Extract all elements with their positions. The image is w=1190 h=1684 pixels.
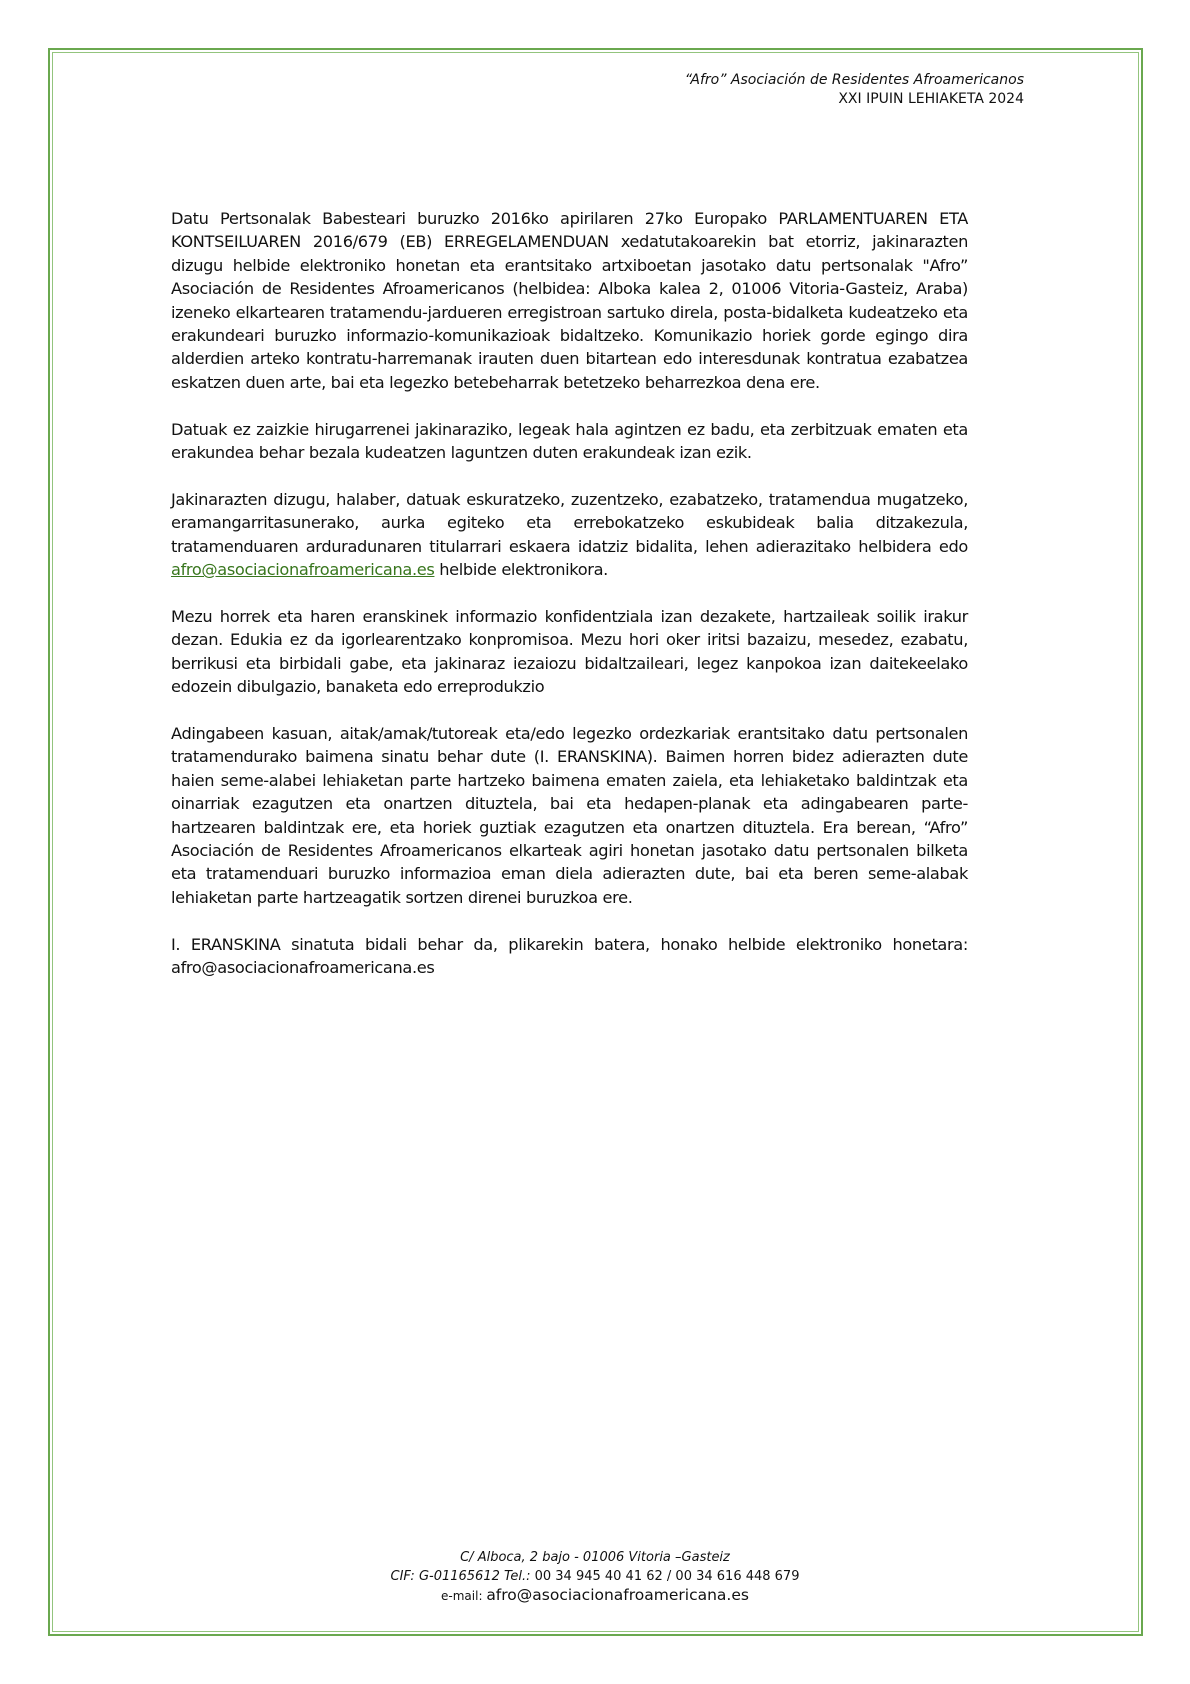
header-organization: “Afro” Asociación de Residentes Afroamericanos [684,72,1024,88]
footer-address: C/ Alboca, 2 bajo - 01006 Vitoria –Gasteiz [460,1550,730,1565]
footer-email [0,1586,1190,1606]
paragraph-data-protection: Datu Pertsonalak Babesteari buruzko 2016ko apirilaren 27ko Europako PARLAMENTUAREN ETA KONTSEILUAREN 2016/679 (EB) ERREGELAMENDUAN xedatutakoarekin bat etorriz, jakinarazten dizugu helbide elektroniko honetan eta erantsitako artxiboetan jasotako datu pertsonalak "Afro” Asociación de Residentes Afroamericanos (helbidea: Alboka kalea 2, 01006 Vitoria-Gasteiz, Araba) izeneko elkartearen tratamendu-jardueren erregistroan sartuko direla, posta-bidalketa kudeatzeko eta erakundeari buruzko informazio-komunikazioak bidaltzeko. Komunikazio horiek gorde egingo dira alderdien arteko kontratu-harremanak irauten duen bitartean edo interesdunak kontratua ezabatzea eskatzen duen arte, bai eta legezko betebeharrak betetzeko beharrezkoa dena ere. [171,209,968,392]
rights-text-end: helbide elektronikora. [434,560,608,580]
document-body [171,207,968,1003]
footer-contact [0,1567,1190,1586]
paragraph-third-parties: Datuak ez zaizkie hirugarrenei jakinaraziko, legeak hala agintzen ez badu, eta zerbitzuak ematen eta erakundea behar bezala kudeatzen laguntzen duten erakundeak izan ezik. [171,419,968,463]
footer-email-label: e-mail: [441,1589,487,1603]
page-header [685,71,1024,109]
paragraph-rights [171,488,968,582]
email-link[interactable]: afro@asociacionafroamericana.es [171,560,435,580]
footer-email-value: afro@asociacionafroamericana.es [486,1586,749,1604]
page-footer [0,1548,1190,1606]
paragraph-confidentiality: Mezu horrek eta haren eranskinek informazio konfidentziala izan dezakete, hartzaileak soilik irakur dezan. Edukia ez da igorlearentzako konpromisoa. Mezu hori oker iritsi bazaizu, mesedez, ezabatu, berrikusi eta birbidali gabe, eta jakinaraz iezaiozu bidaltzaileari, legez kanpokoa izan daitekeelako edozein dibulgazio, banaketa edo erreprodukzio [171,606,968,697]
paragraph-annex: I. ERANSKINA sinatuta bidali behar da, plikarekin batera, honako helbide elektroniko honetara: afro@asociacionafroamericana.es [171,934,968,977]
footer-phones: 00 34 945 40 41 62 / 00 34 616 448 679 [534,1569,800,1584]
header-event: XXI IPUIN LEHIAKETA 2024 [838,91,1024,107]
footer-cif: CIF: G-01165612 Tel.: [390,1569,535,1584]
rights-text: Jakinarazten dizugu, halaber, datuak eskuratzeko, zuzentzeko, ezabatzeko, tratamendua mugatzeko, eramangarritasunerako, aurka egiteko eta errebokatzeko eskubideak balia ditzakezula, tratamenduaren arduradunaren titularrari eskaera idatziz bidalita, lehen adierazitako helbidera edo [171,489,968,556]
paragraph-minors: Adingabeen kasuan, aitak/amak/tutoreak eta/edo legezko ordezkariak erantsitako datu pertsonalen tratamendurako baimena sinatu behar dute (I. ERANSKINA). Baimen horren bidez adierazten dute haien seme-alabei lehiaketan parte hartzeko baimena ematen zaiela, eta lehiaketako baldintzak eta oinarriak ezagutzen eta onartzen dituztela, bai eta hedapen-planak eta adingabearen parte-hartzearen baldintzak ere, eta horiek guztiak ezagutzen eta onartzen dituztela. Era berean, “Afro” Asociación de Residentes Afroamericanos elkarteak agiri honetan jasotako datu pertsonalen bilketa eta tratamenduari buruzko informazioa eman diela adierazten dute, bai eta beren seme-alabak lehiaketan parte hartzeagatik sortzen direnei buruzkoa ere. [171,723,968,907]
